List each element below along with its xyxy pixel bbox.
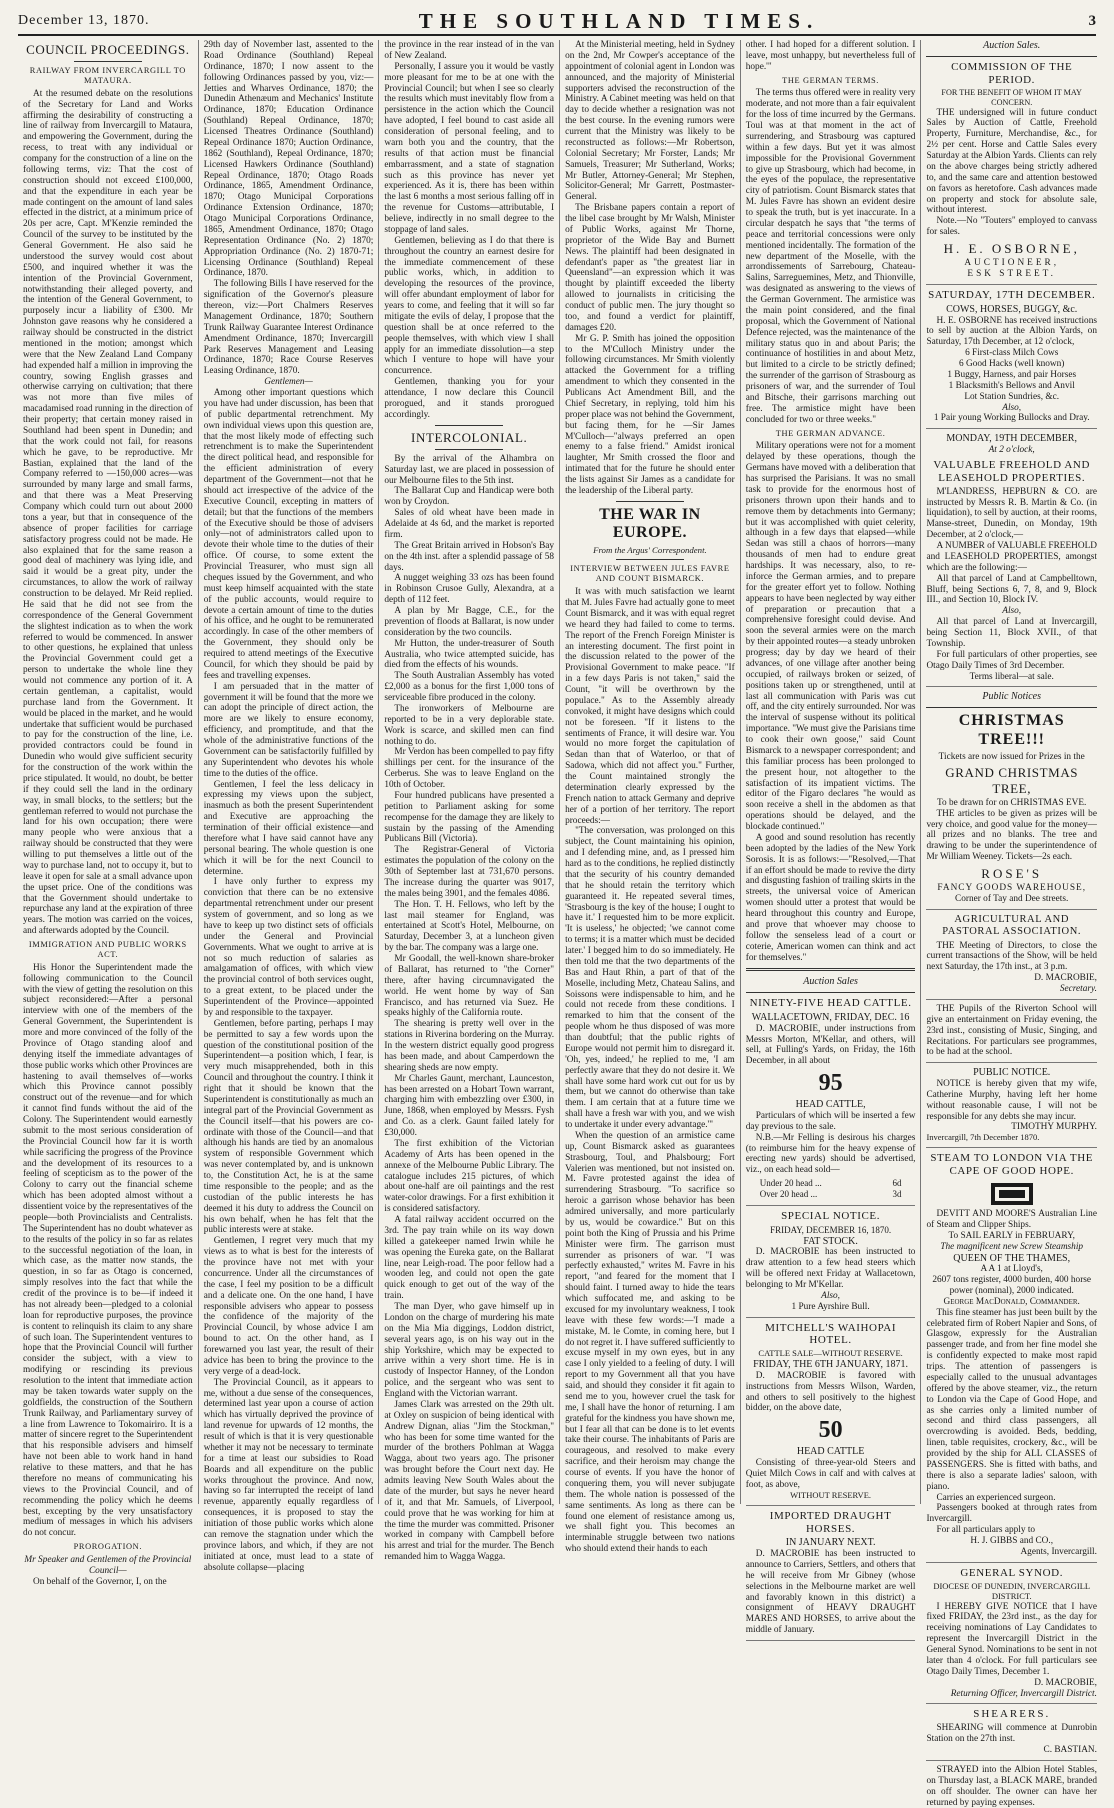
column-3 <box>379 40 560 1563</box>
news-item: A nugget weighing 33 ozs has been found in Robinson Crusoe Gully, Alexandra, at a depth of 112 feet. <box>384 573 555 606</box>
ad-special-notice <box>746 1210 916 1317</box>
gentlemen-salutation: Gentlemen— <box>264 377 313 388</box>
article-paragraph: On behalf of the Governor, I, on the <box>33 1576 167 1587</box>
news-item: Mr Goodall, the well-known share-broker of Ballarat, has returned to "the Corner" there, after having circumnavigated the world. He went home by way of San Francisco, and has returned via Suez. He speaks highly of the California route. <box>384 954 555 1019</box>
ad-terms: Terms liberal—at sale. <box>969 671 1054 682</box>
ad-title: COMMISSION OF THE PERIOD. <box>951 60 1073 86</box>
article-paragraph: The terms thus offered were in reality very moderate, and not more than a fair equivalent for the loss of time incurred by the Germans. Toul was at that moment in the act of surrendering, and Strasbourg was captured within a few days. But yet it was almost impossible for the Provisional Government to give up Strasbourg, which had become, in the eyes of the populace, the representative city of patriotism. Count Bismarck states that M. Jules Favre has shown an evident desire to speak the truth, but is yet inaccurate. In a circular despatch he says that "the terms of peace and territorial concessions were only mentioned incidentally. The formation of the new department of the Moselle, with the arrondissements of Sarrebourg, Chateau-Salins, Sarreguemines, Metz, and Thionville, was designated as answering to the views of the German Government. The armistice was the main point considered, and the final proposal, which the Government of National Defence rejected, was the maintenance of the military status quo in and about Paris; the continuance of hostilities in and about Metz, but limited to a circle to be strictly defined; the surrender of the garrison of Strasbourg as prisoners of war, and the surrender of Toul and Bitsche, their garrisons marching out free. The armistice might have been concluded for two or three weeks." <box>745 88 916 425</box>
article-paragraph: I am persuaded that in the matter of government it will be found that the more we can adopt the principle of direct action, the more are we likely to ensure economy, efficiency, and promptitude, and that the whole of the administrative functions of the Government can be satisfactorily fulfilled by any Superintendent who devotes his whole time to the duties of the office. <box>203 681 374 779</box>
ad-title: VALUABLE FREEHOLD AND LEASEHOLD PROPERTIES. <box>933 458 1091 484</box>
news-item: The Great Britain arrived in Hobson's Bay on the 4th inst. after a splendid passage of 58 days. <box>384 540 555 573</box>
news-item: The Brisbane papers contain a report of the libel case brought by Mr Walsh, Minister of Public Works, against Mr Thorne, proprietor of the Wide Bay and Burnett News. The plaintiff had been designated in defendant's paper as "the greatest liar in Queensland"—an expression which it was thought by plaintiff exceeded the liberty allowed to journalists in criticising the conduct of public men. The jury thought so too, and found a verdict for plaintiff, damages £20. <box>565 203 735 333</box>
newspaper-title: THE SOUTHLAND TIMES. <box>418 8 820 33</box>
ad-general-synod <box>926 1567 1097 1705</box>
ad-subtitle: Tickets are now issued for Prizes in the <box>938 751 1085 762</box>
correspondent-byline: From the Argus' Correspondent. <box>593 545 707 556</box>
ad-date: MONDAY, 19TH DECEMBER, <box>946 433 1077 445</box>
news-item: Mr Charles Gaunt, merchant, Launceston, has been arrested on a Hobart Town warrant, charging him with embezzling over £300, in June, 1868, when employed by Messrs. Fysh and Co. as a clerk. Gaunt failed lately for £30,000. <box>384 1073 555 1139</box>
ad-body: I HEREBY GIVE NOTICE that I have fixed FRIDAY, the 23rd inst., as the day for receiving nominations of Lay Candidates to represent the Invercargill District in the General Synod. Nominations to be sent in not later than 4 o'clock. For full particulars see Otago Daily Times, December 1. <box>926 1601 1097 1677</box>
cattle-count-label: HEAD CATTLE, <box>795 1099 866 1111</box>
ad-signature: TIMOTHY MURPHY. <box>1011 1122 1097 1133</box>
shop-name: ROSE'S <box>981 866 1043 882</box>
ad-also: Also, <box>1002 402 1022 413</box>
news-item: Mr G. P. Smith has joined the opposition to the M'Culloch Ministry under the following circumstances. Mr Smith violently attacked the Government for a trifling amendment to which they consented in the Publicans Act Amendment Bill, and the Chief Secretary, in replying, told him his proper place was not behind the Government, but facing them, for he —Sir James M'Culloch—"always preferred an open enemy to a false friend." Amidst ironical laughter, Mr Smith crossed the floor and intimated that for the future he should enter the lists against Sir James as a candidate for the leadership of the Liberal party. <box>565 333 735 496</box>
ad-title: SPECIAL NOTICE. <box>781 1210 881 1223</box>
cattle-count: 95 <box>818 1070 843 1097</box>
ad-place: Invercargill, 7th December 1870. <box>926 1132 1040 1143</box>
article-paragraph: The Provincial Council, as it appears to me, without a due sense of the consequences, determined last year upon a course of action which has virtually deprived the province of land revenue for upwards of 12 months, the result of which is that it is very questionable whether it may not be necessary to terminate for a time at least our subsidies to Road Boards and all expenditure on the public works throughout the province. And now, having so far interrupted the receipt of land revenue, apparently equally regardless of consequences, it is proposed to stay the initiation of those public works which alone can remove the stagnation under which the province labors, and which, if they are not initiated at once, must lead to a state of absolute collapse—placing <box>203 1377 374 1573</box>
ad-steam-to-london <box>926 1152 1097 1563</box>
immigration-subheading: IMMIGRATION AND PUBLIC WORKS ACT. <box>28 940 187 959</box>
ad-extra: 1 Pure Ayrshire Bull. <box>791 1301 870 1312</box>
ad-public-notice <box>926 1067 1097 1148</box>
news-item: The Ballarat Cup and Handicap were both won by Croydon. <box>384 486 555 508</box>
fee-row: Over 20 head ... 3d <box>759 1188 902 1199</box>
article-paragraph: I have only further to express my conviction that there can be no extensive departmental retrenchment under our present system of government, and so long as we have to keep up two distinct sets of officials under the General and Provincial Governments. What we ought to arrive at is not so much reduction of salaries as amalgamation of offices, with which view the provincial control of both services ought, to a great extent, to be placed under the Superintendent of the Province—appointed by and responsible to the taxpayer. <box>203 877 374 1018</box>
ad-draught-horses <box>746 1510 916 1641</box>
ad-subtitle: WALLACETOWN, FRIDAY, DEC. 16 <box>751 1011 910 1023</box>
ad-signature: C. BASTIAN. <box>1043 1745 1097 1756</box>
auction-sales-heading: Auction Sales. <box>983 40 1041 51</box>
auctioneer-role: AUCTIONEER, <box>964 258 1060 269</box>
ad-title: NINETY-FIVE HEAD CATTLE. <box>749 997 912 1010</box>
column-1 <box>18 40 199 1587</box>
ship-rating: A A 1 at Lloyd's, <box>980 1264 1043 1275</box>
lot-item: 6 Good Hacks (well known) <box>959 359 1065 370</box>
ad-signature-role: Returning Officer, Invercargill District. <box>950 1688 1097 1699</box>
news-item: The ironworkers of Melbourne are reported to be in a very deplorable state. Work is scarce, and skilled men can find nothing to do. <box>384 703 555 747</box>
news-item: James Clark was arrested on the 29th ult. at Oxley on suspicion of being identical with Andrew Dignan, alias "Jim the Stockman," who has been for some time wanted for the murder of the brothers Pohlman at Wagga Wagga, about two years ago. The prisoner was brought before the Court next day. He admits leaving New South Wales about the date of the murder, but says he never heard of it, and that Mr. Samuels, of Liverpool, could prove that he was working for him at the time the murder was committed. Prisoner worked in company with Campbell before his arrest and trial for the murder. The Bench remanded him to Wagga Wagga. <box>384 1399 555 1563</box>
columns <box>18 40 1102 1808</box>
column-4 <box>560 40 741 1555</box>
ad-sail: To SAIL EARLY in FEBRUARY, <box>948 1230 1075 1241</box>
ad-date: FRIDAY, THE 6TH JANUARY, 1871. <box>753 1359 909 1371</box>
column-6 <box>921 40 1102 1808</box>
article-paragraph: Gentlemen, I feel the less delicacy in expressing my views upon the subject, inasmuch as both the present Superintendent and Executive are approaching the termination of their official existence—and therefore what I have said cannot have any personal bearing. The whole question is one which it will be for the next Council to determine. <box>203 779 374 877</box>
masthead <box>18 8 1096 36</box>
article-paragraph: The following Bills I have reserved for the signification of the Governor's pleasure thereon, viz:—Port Chalmers Reserves Management Ordinance, 1870; Southern Trunk Railway Guarantee Interest Ordinance Amendment Ordinance, 1870; Invercargill Park Reserves Management and Leasing Ordinance, 1870; Race Course Reserves Leasing Ordinance, 1870. <box>203 279 374 377</box>
ad-ninety-five-cattle <box>746 997 916 1206</box>
article-paragraph: Among other important questions which you have had under discussion, has been that of public departmental retrenchment. My own individual views upon this question are, that the most likely mode of effecting such retrenchment is to make the Superintendent the direct political head, and responsible for the efficient administration of every department of the Government—not that he should act irrespective of the advice of the Executive Council, excepting in matters of detail; but that the functions of the members of the Executive should be those of advisers only—not of administrators called upon to devote their whole time to the duties of their office. Of course, to some extent the Provincial Treasurer, who must sign all cheques issued by the Government, and who must keep himself acquainted with the state of the public accounts, would require to devote a certain amount of time to the duties of his office, and he ought to be remunerated accordingly. In case of the other members of the Government, they should only be required to attend meetings of the Executive Council, for which they should be paid by fees and travelling expenses. <box>203 388 374 681</box>
ad-body: Carries an experienced surgeon. <box>936 1492 1056 1503</box>
ad-title: SATURDAY, 17TH DECEMBER. <box>928 289 1096 302</box>
ad-agricultural-association <box>926 914 1097 1000</box>
ad-body: D. MACROBIE has been instructed to draw attention to a few head steers which will be offered next Friday at Wallacetown, belonging to Mr M'Kellar. <box>745 1247 916 1290</box>
ad-date: FRIDAY, DECEMBER 16, 1870. <box>770 1225 892 1236</box>
ad-body: Particulars of which will be inserted a few day previous to the sale. <box>745 1110 916 1132</box>
ad-christmas-tree <box>926 712 1097 910</box>
war-in-europe-heading: THE WAR IN EUROPE. <box>599 505 701 542</box>
news-item: The Registrar-General of Victoria estimates the population of the colony on the 30th of September last at 731,670 persons. The increase during the quarter was 9017, the males being 3901, and the females 4086. <box>384 845 555 899</box>
ad-body: SHEARING will commence at Dunrobin Station on the 27th inst. <box>926 1723 1097 1745</box>
ad-freehold-properties <box>926 433 1097 687</box>
ad-body: For all particulars apply to <box>936 1525 1036 1536</box>
ad-subtitle: FAT STOCK. <box>803 1235 858 1247</box>
ad-body: STRAYED into the Albion Hotel Stables, on Thursday last, a BLACK MARE, branded on off shoulder. The owner can have her returned by paying expenses. <box>926 1764 1097 1808</box>
news-item: At the Ministerial meeting, held in Sydney on the 2nd, Mr Cowper's acceptance of the appointment of colonial agent in London was announced, and the majority of Ministerial supporters advised the reconstruction of the Ministry. A Cabinet meeting was held on that day to decide whether a resignation was not the best course. In the evening rumors were current that the Ministry was likely to be reconstructed as follows:—Mr Robertson, Colonial Secretary; Mr Forster, Lands; Mr Samuels, Treasurer; Mr Sutherland, Works; Mr Butler, Attorney-General; Mr Stephen, Solicitor-General; Mr Garrett, Postmaster-General. <box>565 40 735 203</box>
news-item: Mr Verdon has been compelled to pay fifty shillings per cent. for the insurance of the Cerberus. She was to leave England on the 10th of October. <box>384 747 555 791</box>
news-item: Four hundred publicans have presented a petition to Parliament asking for some recompense for the damage they are likely to sustain by the passing of the Amending Publicans Bill (Victoria). <box>384 790 555 845</box>
page-number: 3 <box>1088 12 1096 29</box>
news-item: The shearing is pretty well over in the stations in Riverina bordering on the Murray. In the western district equally good progress has been made, and about Camperdown the shearing sheds are now empty. <box>384 1019 555 1073</box>
prorogation-subheading: PROROGATION. <box>73 1542 143 1552</box>
ad-body: DEVITT AND MOORE'S Australian Line of Steam and Clipper Ships. <box>926 1209 1097 1230</box>
auctioneer-name: H. E. OSBORNE, <box>943 241 1080 257</box>
lot-item: 1 Buggy, Harness, and pair Horses <box>947 369 1077 380</box>
intercolonial-heading: INTERCOLONIAL. <box>411 429 528 445</box>
ad-extra: 1 Pair young Working Bullocks and Dray. <box>933 413 1090 424</box>
ad-body: A NUMBER of VALUABLE FREEHOLD and LEASEHOLD PROPERTIES, amongst which are the following:— <box>926 541 1097 573</box>
ad-title: AGRICULTURAL AND PASTORAL ASSOCIATION. <box>942 913 1082 938</box>
ad-mag: The magnificent new Screw Steamship <box>940 1241 1084 1252</box>
article-paragraph: other. I had hoped for a different solution. I leave, most unhappy, but nevertheless full of hope.'" <box>745 40 916 72</box>
agent-name: H. J. GIBBS and CO., <box>970 1536 1054 1547</box>
council-proceedings-heading: COUNCIL PROCEEDINGS. <box>26 42 190 57</box>
ad-body: All that parcel of Land at Invercargill, being Section 11, Block XVII., of that Township. <box>926 617 1097 649</box>
ship-name: QUEEN OF THE THAMES, <box>953 1252 1071 1264</box>
cattle-count-label: HEAD CATTLE <box>796 1446 865 1458</box>
news-item: The South Australian Assembly has voted £2,000 as a bonus for the first 1,000 tons of serviceable fibre produced in the colony. <box>384 671 555 704</box>
article-paragraph: It was with much satisfaction we learnt that M. Jules Favre had actually gone to meet Count Bismarck, and it was with equal regret we heard they had failed to come to terms. The report of the French Foreign Minister is an interesting document. The first point in the discussion related to the power of the Provisional Government to make peace. "If in a few days Paris is not taken," said the Count, "it will be overthrown by the populace." As to the Assembly already convoked, it might have designs which could not be foreseen. "If it listens to the sentiments of France, it will desire war. You would no more forget the capitulation of Sedan than that of Waterloo, or that of Sadowa, which did not affect you." Further, the Count maintained strongly the determination clearly expressed by the French nation to attack Germany and deprive her of a portion of her territory. The report proceeds:— <box>565 587 735 826</box>
ad-also: Also, <box>821 1290 841 1301</box>
article-paragraph: At the resumed debate on the resolutions of the Secretary for Land and Works affirming the desirability of constructing a line of railway from Invercargill to Mataura, and empowering the Government, during the recess, to treat with any individual or company for the construction of a line on the following terms, viz: That the cost of construction should not exceed £100,000, and that the expenditure in each year be made contingent on the amount of land sales effected in the district, at a minimum price of 20s per acre, Capt. M'Kenzie reminded the Council of the survey to be instituted by the General Government. He also said he understood the survey would cost about £500, and inquired whether it was the intention of the Provincial Government, notwithstanding their alleged poverty, and the intention of the General Government, to purposely incur a liability of £300. Mr Johnston gave reasons why he considered a railway should be constructed in the district mentioned in the motion; amongst which were that the New Zealand Land Company had expended half a million in improving the country, sowing English grasses and otherwise carrying on cultivation; that there was not more than five miles of macadamised road running in the direction of their property; that certain money raised in Southland had been spent in Dunedin; and that the work could not fail, for reasons which he gave, to be reproductive. Mr Bastian, explained that the land of the Company referred to —150,000 acres—was surrounded by many large and small farms, and that there was a Meat Preserving Company which could turn out about 2000 tons a year, but that in consequence of the absence of proper facilities for carriage satisfactory progress could not be made. He also explained that for the same reason a good deal of machinery was lying idle, and said it would be a great pity, under the circumstances, to allow the work of railway construction to be delayed. Mr Reid replied. He said that he did not see from the correspondence of the General Government the slightest indication as to when the work referred to would be commenced. In answer to other questions, he explained that unless the Provincial Government could get a person to undertake the whole line they would not commence any portion of it. A certain gentleman, a capitalist, would purchase land from the Government. It would be placed in the market, and he would undertake that sufficient would be purchased to pay for the construction of the line, i.e. provided contractors could be found in Dunedin who would give sufficient security for the construction of the work within the price stipulated. It would, no doubt, be better if they could sell the land in the ordinary way, in small blocks, to the settlers; but the gentleman referred to would not purchase the land for his own occupation; there were many people who were anxious that a railway should be constructed that they were willing to put themselves a little out of the way to purchase land, not to occupy it, but to leave it open for sale at a small advance upon the upset price. One of the conditions was that the Government should undertake to repurchase any land at the expiration of three years. The motion was carried on the voices, and afterwards adopted by the Council. <box>23 88 193 937</box>
article-paragraph: 29th day of November last, assented to the Road Ordinance (Southland) Repeal Ordinance, 1870; I now assent to the following Ordinances passed by you, viz:—Jetties and Wharves Ordinance, 1870; the Dunedin Athenæum and Mechanics' Institute Ordinance, 1870; Education Ordinance (Southland) Repeal Ordinance, 1870; Licensed Theatres Ordinance (Southland) Repeal Ordinance 1870; Auction Ordinance, 1862 (Southland), Repeal Ordinance, 1870; Licensed Hawkers Ordinance (Southland) Repeal Ordinance, 1870; Otago Roads Ordinance, 1865, Amendment Ordinance, 1870; Otago Municipal Corporations Ordinance Extension Ordinance, 1870; Otago Municipal Corporations Ordinance, 1865, Amendment Ordinance, 1870; Otago Representation Ordinance (No. 2) 1870; Appropriation Ordinance (No. 2) 1870-71; Licensing Ordinance (Southland) Repeal Ordinance, 1870. <box>203 40 374 279</box>
ad-body: N.B.—Mr Felling is desirous his charges (to reimburse him for the heavy expense of erecting new yards) should be advertised, viz., on each head sold— <box>745 1132 916 1176</box>
ship-commander: George MacDonald, Commander. <box>943 1296 1080 1307</box>
german-terms-subheading: THE GERMAN TERMS. <box>782 75 879 85</box>
ad-subtitle: CATTLE SALE—WITHOUT RESERVE. <box>758 1348 903 1359</box>
ad-saturday-sale <box>926 289 1097 429</box>
article-paragraph: Personally, I assure you it would be vastly more pleasant for me to be at one with the Provincial Council; but when I see so clearly the results which must inevitably flow from a persistence in the action which the Council have adopted, I feel bound to cast aside all consideration of personal feeling, and to warn both you and the country, that the results of that action must be financial embarrassment, and a state of stagnation such as this province has never yet experienced. As it is, there has been within the last 6 months a most serious falling off in the revenue for Customs—attributable, I believe, indirectly in no small degree to the stoppage of land sales. <box>384 61 555 235</box>
ad-also: Also, <box>1002 606 1022 617</box>
german-advance-subheading: THE GERMAN ADVANCE. <box>775 428 886 438</box>
address-salutation: Mr Speaker and Gentlemen of the Provincial Council— <box>24 1554 192 1576</box>
ad-body: NOTICE is hereby given that my wife, Catherine Murphy, having left her home without reasonable cause, I will not be responsible for any debts she may incur. <box>926 1078 1097 1122</box>
ad-shearers <box>926 1708 1097 1760</box>
news-item: A plan by Mr Bagge, C.E., for the prevention of floods at Ballarat, is now under consideration by the two councils. <box>384 606 555 638</box>
fee-table <box>760 1178 902 1199</box>
article-paragraph: the province in the rear instead of in the van of New Zealand. <box>384 40 555 61</box>
ad-title-2: GRAND CHRISTMAS TREE, <box>945 765 1079 796</box>
ad-title: GENERAL SYNOD. <box>960 1566 1064 1579</box>
ad-body: THE Meeting of Directors, to close the current transactions of the Show, will be held next Saturday, the 17th inst., at 3 p.m. <box>926 940 1097 973</box>
agent-role: Agents, Invercargill. <box>1020 1546 1097 1557</box>
ad-body: D. MACROBIE is favored with instructions from Messrs Wilson, Warden, and others to sell positively to the highest bidder, on the above date, <box>745 1370 916 1414</box>
ad-body: Passengers booked at through rates from Invercargill. <box>926 1503 1097 1525</box>
ad-body: THE articles to be given as prizes will be very choice, and good value for the money—all prizes and no blanks. The tree and drawing to be under the superintendence of Mr William Weeney. Tickets—2s each. <box>926 808 1097 863</box>
ad-body: D. MACROBIE, under instructions from Messrs Morton, M'Kellar, and others, will sell, at Fulling's Yards, on Friday, the 16th December, in all about <box>745 1023 916 1067</box>
public-notices-heading: Public Notices <box>982 691 1041 703</box>
article-paragraph: Gentlemen, believing as I do that there is throughout the country an earnest desire for the immediate commencement of these public works, which, in addition to developing the resources of the province, will offer abundant employment of labor for years to come, and feeling that it will so far mitigate the evils of delay, I propose that the question shall be at once referred to the people themselves, with which view I shall apply for an immediate dissolution—a step which I venture to hope will have your concurrence. <box>384 235 555 377</box>
ad-body: H. E. OSBORNE has received instructions to sell by auction at the Albion Yards, on Saturday, 17th December, at 12 o'clock, <box>926 315 1097 348</box>
article-paragraph: Military operations were not for a moment delayed by these operations, though the Germans have moved with a deliberation that has surprised the Parisians. It was no small task to provide for the enormous host of prisoners thrown upon their hands and to remove them by detachments into Germany; but it was accomplished with quiet celerity, although in a few days that elapsed—while Sedan was still a chaos of horrors—many thousands of men had to endure great hardships. It was necessary, also, to re-inforce the German armies, and to prepare for the greater effort yet to follow. Nothing appears to have been neglected by way either of preparation or precaution that a comprehensive foresight could devise. And soon the several armies were on the march by their appointed routes—a steady unbroken progress; day by day we heard of their advances, of one village after another being occupied, of railways broken or seized, of positions taken up or strengthened, until at last all communication with Paris was cut off, and the city entirely surrounded. Nor was the interval of suspense without its political importance. "We must give the Parisians time to cook their own goose," said Count Bismarck to a newspaper correspondent; and this familiar process has been prolonged to the present hour, not altogether to the satisfaction of its impatient victims. The editor of the Figaro declares "he would as soon receive a shell in the abdomen as that operations should be delayed, and the blockade continued." <box>745 441 916 833</box>
news-item: By the arrival of the Alhambra on Saturday last, we are placed in possession of our Melbourne files to the 5th inst. <box>384 453 555 486</box>
ad-mitchells-hotel <box>746 1322 916 1506</box>
ad-title: STEAM TO LONDON VIA THE CAPE OF GOOD HOPE. <box>930 1152 1094 1178</box>
ad-subtitle: FOR THE BENEFIT OF WHOM IT MAY CONCERN. <box>941 88 1082 107</box>
news-item: Sales of old wheat have been made in Adelaide at 4s 6d, and the market is reported firm. <box>384 508 555 540</box>
ad-body: D. MACROBIE has been instructed to announce to Carriers, Settlers, and others that he will receive from Mr Gibney (whose selections in the Melbourne market are well and favorably known in this district) a consignment of HEAVY DRAUGHT MARES AND HORSES, to arrive about the middle of January. <box>745 1549 916 1636</box>
auctioneer-street: ESK STREET. <box>967 269 1056 280</box>
column-2 <box>199 40 380 1573</box>
ad-body: M'LANDRESS, HEPBURN & CO. are instructed by Messrs R. B. Martin & Co. (in liquidation), to sell by auction, at their rooms, Manse-street, Dunedin, on Monday, 19th December, at 2 o'clock,— <box>926 486 1097 541</box>
ad-commission <box>926 61 1097 285</box>
ad-body: Consisting of three-year-old Steers and Quiet Milch Cows in calf and with calves at foot, as above, <box>745 1458 916 1490</box>
article-paragraph: His Honor the Superintendent made the following communication to the Council with the view of getting the resolution on this subject reconsidered:—After a personal interview with one of the members of the General Government, the Superintendent is more and more convinced of the folly of the Province of Otago standing aloof and denying itself the immediate advantages of those public works which other Provinces are hastening to avail themselves of—works which this Province cannot possibly construct out of the revenue—and for which it cannot find funds without the aid of the Colony. The Superintendent would earnestly submit to the most serious consideration of the Provincial Council how far it is worth while sacrificing the progress of the Province and the development of its resources to a feeling of scepticism as to the power of the Colony to carry out the financial scheme which has been adopted almost without a dissentient voice by the representatives of the people—both Provincialists and Centralists. The Superintendent has no doubt whatever as to the results of the policy in so far as relates to the successful negotiation of the loan, in which case, as the matter now stands, the question, in so far as Otago is concerned, simply resolves into the fact that while the credit of the province is to be—if indeed it has not already been—pledged to a colonial loan for reproductive purposes, the province is content to relinquish its claim to any share of such loan. The Superintendent ventures to hope that the Provincial Council will further consider the subject, with a view to modifying or rescinding its previous resolution to the intent that immediate action may be taken towards water supply on the goldfields, the construction of the Southern Trunk Railway, and Parliamentary survey of a line from Lawrence to Tokomairiro. It is a matter of sincere regret to the Superintendent that his responsible advisers and himself have not been able to work hand in hand relative to these matters, and that he has therefore no means of communicating his views to the Provincial Council, and of recommending the policy which he deems best, excepting by the very unsatisfactory medium of messages in which his advisers do not concur. <box>23 962 193 1539</box>
ad-note: Note.—No "Touters" employed to canvass for sales. <box>926 216 1097 238</box>
lot-item: 1 Blacksmith's Bellows and Anvil <box>948 380 1075 391</box>
news-item: Mr Hutton, the under-treasurer of South Australia, who twice attempted suicide, has died from the effects of his wounds. <box>384 638 555 671</box>
ad-riverton-school <box>926 1004 1097 1063</box>
ad-strayed-mare <box>926 1765 1097 1808</box>
fee-row: Under 20 head ... 6d <box>759 1178 902 1189</box>
railway-subheading: RAILWAY FROM INVERCARGILL TO MATAURA. <box>29 66 186 86</box>
ad-body: THE Pupils of the Riverton School will give an entertainment on Friday evening, the 23rd inst., consisting of Music, Singing, and Recitations. For particulars see programmes, to be had at the school. <box>926 1003 1097 1058</box>
ad-title: MITCHELL'S WAIHOPAI HOTEL. <box>765 1321 897 1347</box>
lot-item: Lot Station Sundries, &c. <box>964 391 1060 402</box>
news-item: The first exhibition of the Victorian Academy of Arts has been opened in the annexe of the Melbourne Public Library. The catalogue includes 215 pictures, of which about one-half are oil paintings and the rest water-color drawings. For a first exhibition it is considered satisfactory. <box>384 1138 555 1215</box>
interview-subheading: INTERVIEW BETWEEN JULES FAVRE AND COUNT BISMARCK. <box>570 564 730 584</box>
issue-date: December 13, 1870. <box>18 13 150 28</box>
ad-signature: D. MACROBIE, <box>1034 1677 1097 1688</box>
ad-signature-role: Secretary. <box>1059 984 1097 995</box>
ad-body: For full particulars of other properties, see Otago Daily Times of 3rd December. <box>926 649 1097 671</box>
ad-body: THE undersigned will in future conduct Sales by Auction of Cattle, Freehold Property, Furniture, Merchandise, &c., for 2½ per cent. Horse and Cattle Sales every Saturday at the Albion Yards. Clients can rely on the above charges being strictly adhered to, and the same care and attention bestowed on favors as heretofore. Cash advances made on property and stock for absolute sale, without interest. <box>926 107 1097 216</box>
article-paragraph: When the question of an armistice came up, Count Bismarck asked as guarantees Strasbourg, Toul, and Phalsbourg; Fort Valerien was mentioned, but not insisted on. M. Favre protested against the idea of surrendering Strasbourg. "To sacrifice so heroic a garrison whose behavior has been admired universally, and more particularly by us, would be cowardice." But on this point both the King of Prussia and his Prime Minister were firm. The garrison must surrender as prisoners of war. "I was perfectly exhausted," writes M. Favre in his report, "and feared for the moment that I should faint. I turned away to hide the tears which suffocated me, and asking to be excused for my involuntary weakness, I took leave with these few words:—'I made a mistake, M. le Comte, in coming here, but I do not regret it. I have suffered sufficiently to excuse myself in my own eyes, but in any case I only yielded to a feeling of duty. I will report to my Government all that you have said, and should they consider it fit again to send me to you, however cruel the task for me, I shall have the honor of returning. I am grateful for the kindness you have shown me, but I fear all that can be done is to let events take their course. The inhabitants of Paris are courageous, and resolved to make every sacrifice, and their heroism may change the course of events. If you have the honor of conquering them, you will never subjugate them. The whole nation is possessed of the same sentiments. As long as there can be found one element of resistance among us, we shall fight you. This becomes an interminable struggle between two nations who should extend their hands to each <box>565 1130 735 1555</box>
ad-title: SHEARERS. <box>973 1708 1051 1721</box>
news-item: The Hon. T. H. Fellows, who left by the last mail steamer for England, was entertained at Scott's Hotel, Melbourne, on Saturday, December 3, at a luncheon given by the bar. The company was a large one. <box>384 899 555 954</box>
ad-subtitle: IN JANUARY NEXT. <box>785 1537 876 1549</box>
ship-tons: 2607 tons register, 4000 burden, 400 horse power (nominal), 2000 indicated. <box>932 1275 1092 1296</box>
ad-time: At 2 o'clock, <box>988 445 1035 456</box>
ad-body: All that parcel of Land at Campbelltown, Bluff, being Sections 6, 7, 8, and 9, Block III., and Section 10, Block IV. <box>926 573 1097 606</box>
cattle-count: 50 <box>818 1417 843 1444</box>
ad-subtitle-2: To be drawn for on CHRISTMAS EVE. <box>937 797 1087 808</box>
ad-subtitle: DIOCESE OF DUNEDIN, INVERCARGILL DISTRICT. <box>933 1580 1091 1601</box>
article-paragraph: Gentlemen, I regret very much that my views as to what is best for the interests of the province have not met with your concurrence. Under all the circumstances of the case, I feel my position to be a difficult and a delicate one. On the one hand, I have responsible advisers who appear to possess the confidence of the majority of the Provincial Council, by whose advice I am bound to act. On the other hand, as I forewarned you last year, the result of their advice has been to bring the province to the very verge of a dead-lock. <box>203 1236 374 1377</box>
article-paragraph: A good and sound resolution has recently been adopted by the ladies of the New York Sorosis. It is as follows:—"Resolved,—That if an effort should be made to revive the dirty and disgusting fashion of trailing skirts in the streets, the universal voice of American women should utter a protest that would be heard throughout this country and Europe, and prove that whoever may choose to follow the senseless lead of a court or coterie, American women can think and act for themselves." <box>745 832 916 963</box>
ad-subtitle: COWS, HORSES, BUGGY, &c. <box>946 303 1078 315</box>
ad-body: This fine steamer has just been built by the celebrated firm of Robert Napier and Sons, of Glasgow, expressly for the Australian passenger trade, and from her fine model she is confidently expected to make most rapid trips. The attention of passengers is especially called to the unusual advantages offered by the above steamer, viz., the return to London via the Cape of Good Hope, and as she carries only a limited number of second and third class passengers, all overcrowding is avoided. Beds, bedding, linen, table requisites, crockery, &c., will be provided by the ship for ALL CLASSES of PASSENGERS. She is fitted with baths, and there is also a separate ladies' saloon, with piano. <box>926 1307 1097 1492</box>
shop-name-2: FANCY GOODS WAREHOUSE, <box>937 883 1087 894</box>
auction-sales-heading: Auction Sales <box>803 976 858 988</box>
shop-address: Corner of Tay and Dee streets. <box>955 894 1069 905</box>
ship-flag-icon <box>989 1181 1035 1207</box>
lot-item: 6 First-class Milch Cows <box>965 348 1059 359</box>
article-paragraph: Gentlemen, thanking you for your attendance, I now declare this Council prorogued, and it stands prorogued accordingly. <box>384 377 555 420</box>
article-paragraph: "The conversation, was prolonged on this subject, the Count maintaining his opinion, and I defending mine, and, as I pressed him hard as to the conditions, he replied distinctly that the security of his country demanded that he should retain the territory which guaranteed it. He repeated several times, 'Strasbourg is the key of the house; I ought to have it.' I requested him to be more explicit. 'It is useless,' he objected; 'we cannot come to terms; it is a matter which must be decided later.' I begged him to do so immediately. He then told me that the two departments of the Bas and Haut Rhin, a part of that of the Moselle, including Metz, Chateau Salins, and Soissons were indispensable to him, and he could not recede from these conditions. I remarked to him that the consent of the people whom he thus disposed of was more than doubtful; that the public rights of Europe would not permit him to disregard it. 'Oh, yes, indeed,' he replied to me, 'I am perfectly aware that they do not desire it. We shall have some hard work cut out for us by them, but we cannot do otherwise than take them. I am certain that at a future time we shall have a fresh war with you, and we wish to undertake it under every advantage.'" <box>565 826 735 1130</box>
column-5 <box>741 40 922 1636</box>
news-item: The man Dyer, who gave himself up in London on the charge of murdering his mate on the Mia Mia diggings, Loddon district, several years ago, is on his way out in the ship Yorkshire, which may be expected to arrive within a very short time. He is in custody of Inspector Hanney, of the London police, and the sergeant who was sent to England with the Victorian warrant. <box>384 1302 555 1400</box>
ad-reserve: WITHOUT RESERVE. <box>790 1489 872 1500</box>
ad-signature: D. MACROBIE, <box>1034 973 1097 984</box>
article-paragraph: Gentlemen, before parting, perhaps I may be permitted to say a few words upon the question of the constitutional position of the Superintendent—a position which, I fear, is very much misapprehended, both in this Council and throughout the country. I think it right that it should be known that the Superintendent is constitutionally as much an integral part of the Provincial Government as the Council itself—that his powers are co-ordinate with those of the Council—and that although his hands are tied by an anomalous system of responsible Government which was never contemplated by, and is unknown to, the Constitution Act, he is at the same time responsible to the people; and as the custodian of the public interests he has deemed it his duty to address the Council on his own behalf, when he has felt that the public interests were at stake. <box>203 1018 374 1236</box>
news-item: A fatal railway accident occurred on the 3rd. The pay train while on its way down killed a gatekeeper named Irwin while he was opening the Eureka gate, on the Ballarat line, near Leigh-road. The poor fellow had a wooden leg, and could not open the gate quick enough to get out of the way of the train. <box>384 1215 555 1302</box>
ad-title: CHRISTMAS TREE!!! <box>958 712 1065 748</box>
ad-title: IMPORTED DRAUGHT HORSES. <box>769 1509 892 1535</box>
ad-title: PUBLIC NOTICE. <box>973 1067 1051 1079</box>
